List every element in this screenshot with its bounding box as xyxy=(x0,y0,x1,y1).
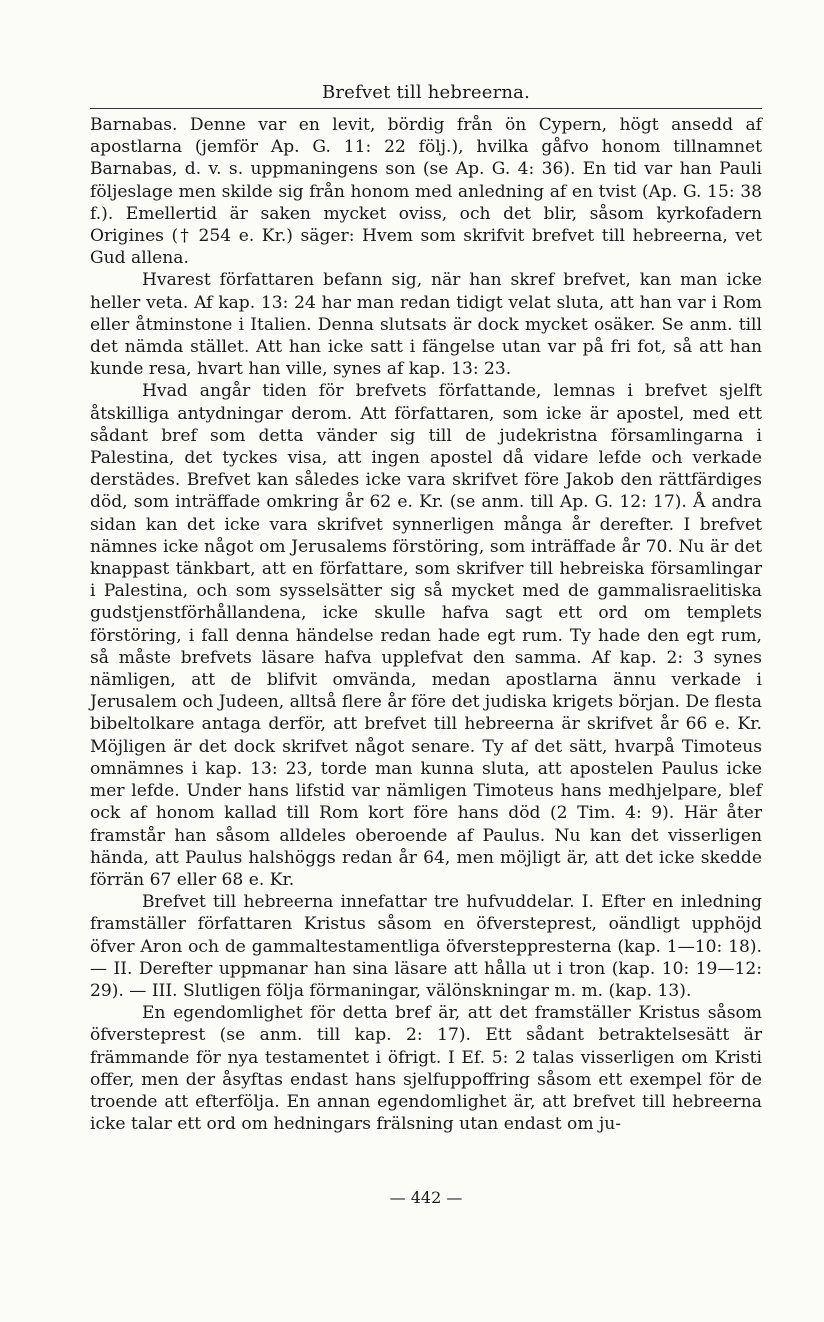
page-body xyxy=(90,114,762,1135)
paragraph: En egendomlighet för detta bref är, att det framställer Kristus såsom öfversteprest (se anm. till kap. 2: 17). Ett sådant betraktelsesätt är främmande för nya testamentet i öfrigt. I Ef. 5: 2 talas visserligen om Kristi offer, men der åsyftas endast hans sjelfuppoffring såsom ett exempel för de troende att efterfölja. En annan egendomlighet är, att brefvet till hebreerna icke talar ett ord om hedningars frälsning utan endast om ju- xyxy=(90,1003,762,1135)
paragraph: Hvad angår tiden för brefvets författande, lemnas i brefvet sjelft åtskilliga antydningar derom. Att författaren, som icke är apostel, med ett sådant bref som detta vänder sig till de judekristna församlingarna i Palestina, det tyckes visa, att ingen apostel då vidare lefde och verkade derstädes. Brefvet kan således icke vara skrifvet före Jakob den rättfärdiges död, som inträffade omkring år 62 e. Kr. (se anm. till Ap. G. 12: 17). Å andra sidan kan det icke vara skrifvet synnerligen många år derefter. I brefvet nämnes icke något om Jerusalems förstöring, som inträffade år 70. Nu är det knappast tänkbart, att en författare, som skrifver till hebreiska församlingar i Palestina, och som sysselsätter sig så mycket med de gammalisraelitiska gudstjenstförhållandena, icke skulle hafva sagt ett ord om templets förstöring, i fall denna händelse redan hade egt rum. Ty hade den egt rum, så måste brefvets läsare hafva upplefvat den samma. Af kap. 2: 3 synes nämligen, att de blifvit omvända, medan apostlarna ännu verkade i Jerusalem och Judeen, alltså flere år före det judiska krigets början. De flesta bibeltolkare antaga derför, att brefvet till hebreerna är skrifvet år 66 e. Kr. Möjligen är det dock skrifvet något senare. Ty af det sätt, hvarpå Timoteus omnämnes i kap. 13: 23, torde man kunna sluta, att apostelen Paulus icke mer lefde. Under hans lifstid var nämligen Timoteus hans medhjelpare, blef ock af honom kallad till Rom kort före hans död (2 Tim. 4: 9). Här åter framstår han såsom alldeles oberoende af Paulus. Nu kan det visserligen hända, att Paulus halshöggs redan år 64, men möjligt är, att det icke skedde förrän 67 eller 68 e. Kr. xyxy=(90,381,762,890)
header-divider xyxy=(90,108,762,109)
running-header: Brefvet till hebreerna. xyxy=(321,82,531,103)
paragraph: Brefvet till hebreerna innefattar tre hufvuddelar. I. Efter en inledning framställer författaren Kristus såsom en öfversteprest, oändligt upphöjd öfver Aron och de gammaltestamentliga öfversteppresterna (kap. 1—10: 18). — II. Derefter uppmanar han sina läsare att hålla ut i tron (kap. 10: 19—12: 29). — III. Slutligen följa förmaningar, välönskningar m. m. (kap. 13). xyxy=(90,892,762,1001)
paragraph: Hvarest författaren befann sig, när han skref brefvet, kan man icke heller veta. Af kap. 13: 24 har man redan tidigt velat sluta, att han var i Rom eller åtminstone i Italien. Denna slutsats är dock mycket osäker. Se anm. till det nämda stället. Att han icke satt i fängelse utan var på fri fot, så att han kunde resa, hvart han ville, synes af kap. 13: 23. xyxy=(90,270,762,380)
paragraph-continuation: Barnabas. Denne var en levit, bördig från ön Cypern, högt ansedd af apostlarna (jemför Ap. G. 11: 22 följ.), hvilka gåfvo honom tillnamnet Barnabas, d. v. s. uppmaningens son (se Ap. G. 4: 36). En tid var han Pauli följeslage men skilde sig från honom med anledning af en tvist (Ap. G. 15: 38 f.). Emellertid är saken mycket oviss, och det blir, såsom kyrkofadern Origines († 254 e. Kr.) säger: Hvem som skrifvit brefvet till hebreerna, vet Gud allena. xyxy=(90,115,762,269)
page-number: — 442 — xyxy=(389,1188,463,1207)
